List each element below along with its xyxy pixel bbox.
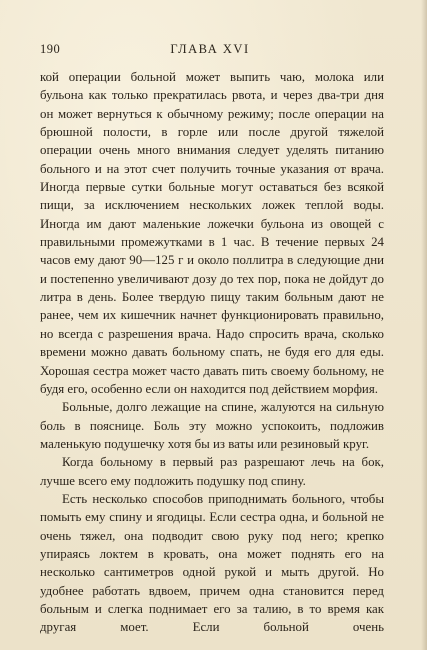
page-edge-shadow <box>421 0 427 650</box>
body-text <box>40 68 384 637</box>
paragraph-back-pain: Больные, долго лежащие на спине, жалуются на сильную боль в пояснице. Боль эту можно успокоить, подложив маленькую подушечку хотя бы из ваты или резиновый круг. <box>40 400 384 451</box>
paragraph-continued-feeding: кой операции больной может выпить чаю, молока или бульона как только прекратилась рвота, и через два-три дня он может вернуться к обычному режиму; после операции на брюшной полости, в горле или после другой тяжелой операции очень много внимания следует уделять питанию больного и на этот счет получить точные указания от врача. Иногда первые сутки больные могут оставаться без всякой пищи, за исключением нескольких ложек теплой воды. Иногда им дают маленькие ложечки бульона из овощей с правильными промежутками в 1 час. В течение первых 24 часов ему дают 90—125 г и около поллитра в следующие дни и постепенно увеличивают дозу до тех пор, пока не дойдут до литра в день. Более твердую пищу таким больным дают не ранее, чем их кишечник начнет функционировать правильно, но всегда с разрешения врача. Надо спросить врача, сколько времени можно давать больному спать, не будя его для еды. Хорошая сестра может часто давать пить своему больному, не будя его, особенно если он находится под действием морфия. <box>40 70 384 396</box>
paragraph-lying-on-side: Когда больному в первый раз разрешают лечь на бок, лучше всего ему подложить подушку под спину. <box>40 455 384 488</box>
page-number: 190 <box>40 42 61 56</box>
paragraph-lifting-patient: Есть несколько способов приподнимать больного, чтобы помыть ему спину и ягодицы. Если сестра одна, и больной не очень тяжел, она подводит свою руку под него; крепко упираясь локтем в кровать, она может поднять его на несколько сантиметров одной рукой и мыть другой. Но удобнее работать вдвоем, причем одна становится перед больным и слегка поднимает его за талию, в то время как другая моет. Если больной очень <box>40 491 384 635</box>
chapter-title: ГЛАВА XVI <box>170 42 250 56</box>
running-header <box>40 42 380 58</box>
